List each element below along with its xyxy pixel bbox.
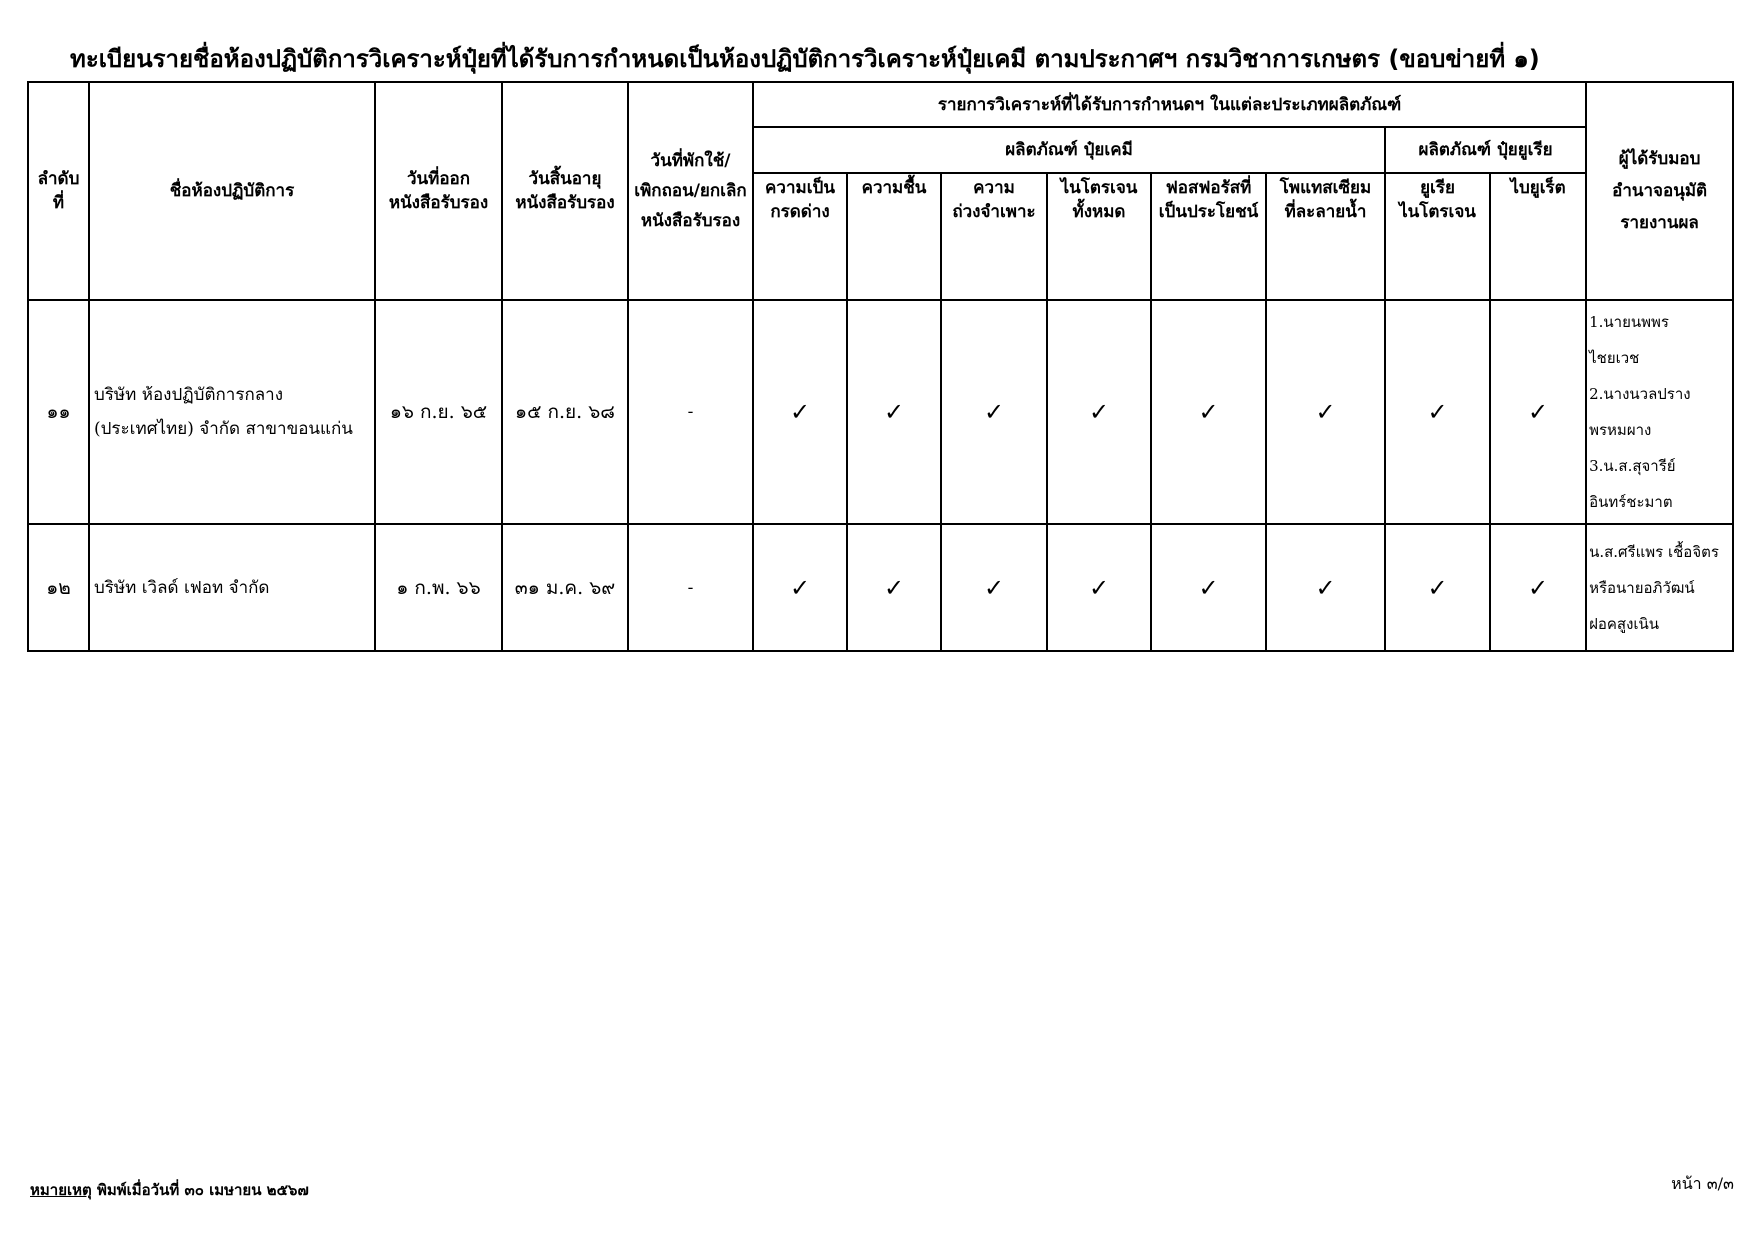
row-issue-date: ๑ ก.พ. ๖๖ — [375, 524, 502, 651]
check-mark: ✓ — [753, 300, 847, 524]
header-ph: ความเป็น กรดด่าง — [753, 173, 847, 300]
page-number: หน้า ๓/๓ — [1671, 1174, 1734, 1193]
table-row — [28, 300, 1733, 524]
check-mark: ✓ — [1385, 300, 1490, 524]
row-expiry-date: ๑๕ ก.ย. ๖๘ — [502, 300, 628, 524]
check-mark: ✓ — [1151, 524, 1266, 651]
row-seq: ๑๒ — [28, 524, 89, 651]
row-issue-date: ๑๖ ก.ย. ๖๕ — [375, 300, 502, 524]
lab-registry-table — [27, 81, 1734, 652]
check-mark: ✓ — [1266, 524, 1385, 651]
header-chem-group: ผลิตภัณฑ์ ปุ๋ยเคมี — [753, 127, 1385, 173]
row-lab-name: บริษัท เวิลด์ เฟอท จำกัด — [89, 524, 375, 651]
row-suspend-date: - — [628, 300, 753, 524]
check-mark: ✓ — [1151, 300, 1266, 524]
header-specific-gravity: ความ ถ่วงจำเพาะ — [941, 173, 1047, 300]
row-expiry-date: ๓๑ ม.ค. ๖๙ — [502, 524, 628, 651]
header-available-phosphorus: ฟอสฟอรัสที่ เป็นประโยชน์ — [1151, 173, 1266, 300]
check-mark: ✓ — [847, 300, 941, 524]
footer-note-label: หมายเหตุ — [30, 1181, 92, 1199]
check-mark: ✓ — [1266, 300, 1385, 524]
header-expiry-date: วันสิ้นอายุ หนังสือรับรอง — [502, 82, 628, 300]
header-urea-group: ผลิตภัณฑ์ ปุ๋ยยูเรีย — [1385, 127, 1586, 173]
row-suspend-date: - — [628, 524, 753, 651]
check-mark: ✓ — [847, 524, 941, 651]
header-seq: ลำดับ ที่ — [28, 82, 89, 300]
row-seq: ๑๑ — [28, 300, 89, 524]
header-authorized: ผู้ได้รับมอบ อำนาจอนุมัติ รายงานผล — [1586, 82, 1733, 300]
header-moisture: ความชื้น — [847, 173, 941, 300]
header-lab-name: ชื่อห้องปฏิบัติการ — [89, 82, 375, 300]
row-authorized: 1.นายนพพร ไชยเวช 2.นางนวลปราง พรหมผาง 3.น.ส.สุจารีย์ อินทร์ชะมาต — [1586, 300, 1733, 524]
header-issue-date: วันที่ออก หนังสือรับรอง — [375, 82, 502, 300]
header-biuret: ไบยูเร็ต — [1490, 173, 1586, 300]
check-mark: ✓ — [1047, 300, 1151, 524]
document-title: ทะเบียนรายชื่อห้องปฏิบัติการวิเคราะห์ปุ๋ยที่ได้รับการกำหนดเป็นห้องปฏิบัติการวิเคราะห์ปุ๋ยเคมี ตามประกาศฯ กรมวิชาการเกษตร (ขอบข่ายที่ ๑) — [70, 45, 1540, 73]
check-mark: ✓ — [1490, 300, 1586, 524]
table-row — [28, 524, 1733, 651]
header-suspend-date: วันที่พักใช้/ เพิกถอน/ยกเลิก หนังสือรับรอง — [628, 82, 753, 300]
footer-note — [30, 1178, 309, 1202]
check-mark: ✓ — [1385, 524, 1490, 651]
row-authorized: น.ส.ศรีแพร เชื้อจิตร หรือนายอภิวัฒน์ ฝอคสูงเนิน — [1586, 524, 1733, 651]
check-mark: ✓ — [941, 524, 1047, 651]
check-mark: ✓ — [941, 300, 1047, 524]
check-mark: ✓ — [1047, 524, 1151, 651]
header-soluble-potassium: โพแทสเซียม ที่ละลายน้ำ — [1266, 173, 1385, 300]
check-mark: ✓ — [1490, 524, 1586, 651]
header-total-nitrogen: ไนโตรเจน ทั้งหมด — [1047, 173, 1151, 300]
header-analysis-group: รายการวิเคราะห์ที่ได้รับการกำหนดฯ ในแต่ละประเภทผลิตภัณฑ์ — [753, 82, 1586, 127]
header-row-1 — [28, 82, 1733, 127]
check-mark: ✓ — [753, 524, 847, 651]
footer-note-text: พิมพ์เมื่อวันที่ ๓๐ เมษายน ๒๕๖๗ — [96, 1181, 309, 1199]
header-urea-nitrogen: ยูเรีย ไนโตรเจน — [1385, 173, 1490, 300]
row-lab-name: บริษัท ห้องปฏิบัติการกลาง (ประเทศไทย) จำกัด สาขาขอนแก่น — [89, 300, 375, 524]
